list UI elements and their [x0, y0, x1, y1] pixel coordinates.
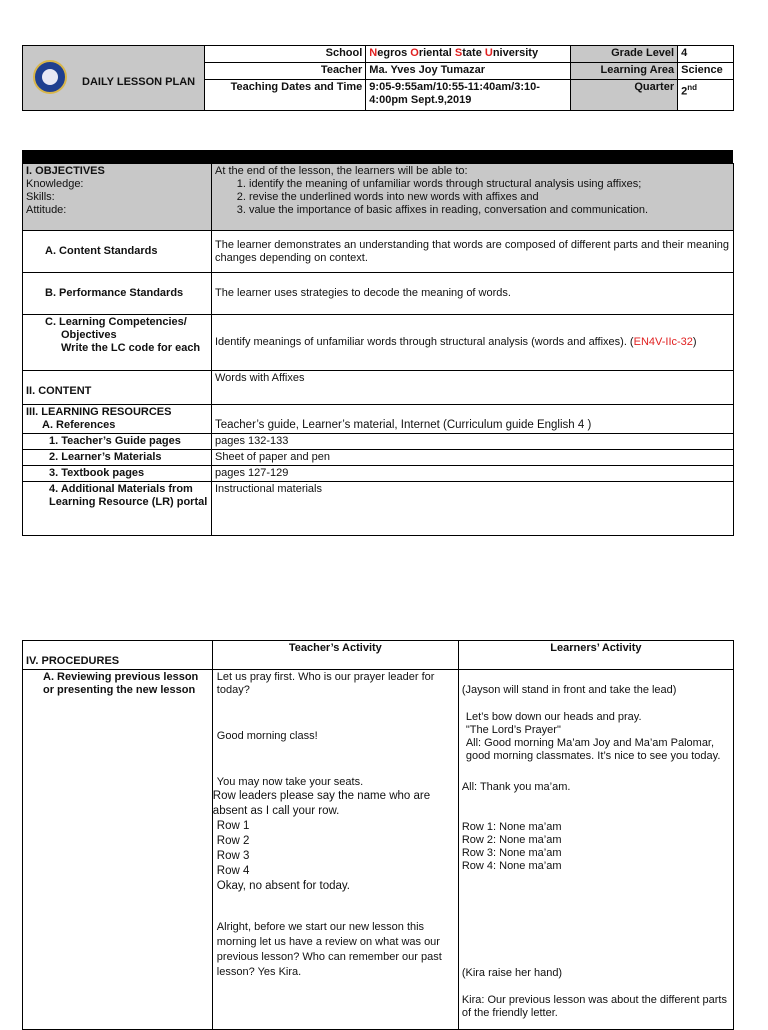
lm-value: Sheet of paper and pen [212, 450, 734, 466]
objectives-heading: I. OBJECTIVES [26, 165, 105, 177]
objective-item: 1. identify the meaning of unfamiliar words through structural analysis using affixes; [249, 178, 730, 191]
learner-line: All: Thank you ma’am. [461, 781, 571, 793]
competencies-value: Identify meanings of unfamiliar words through structural analysis (words and affixes). (EN4V-IIc-32) [212, 315, 734, 371]
teacher-line: Row 3 [216, 850, 250, 862]
page-title: DAILY LESSON PLAN [82, 75, 196, 88]
knowledge-label: Knowledge: [26, 178, 84, 190]
additional-materials-value: Instructional materials [212, 482, 734, 536]
learner-line: (Jayson will stand in front and take the lead) [461, 684, 677, 696]
school-label: School [204, 46, 365, 63]
additional-materials-label: 4. Additional Materials from Learning Resource (LR) portal [23, 482, 212, 536]
objectives-table [22, 163, 734, 536]
title-cell [23, 46, 205, 111]
dates-value: 9:05-9:55am/10:55-11:40am/3:10-4:00pm Sept.9,2019 [366, 80, 571, 111]
objectives-intro: At the end of the lesson, the learners will be able to: [215, 165, 468, 177]
teacher-line: Okay, no absent for today. [216, 880, 350, 892]
teacher-activity-cell [212, 670, 458, 1030]
teacher-line: Row 4 [216, 865, 250, 877]
procedures-heading: IV. PROCEDURES [23, 641, 213, 670]
teacher-line: Let us pray first. Who is our prayer leader for today? [216, 671, 435, 696]
learner-line: Kira: Our previous lesson was about the different parts of the friendly letter. [461, 994, 727, 1019]
area-label: Learning Area [571, 63, 678, 80]
quarter-label: Quarter [571, 80, 678, 111]
learners-activity-header: Learners’ Activity [458, 641, 733, 670]
competencies-label-3: Write the LC code for each [61, 342, 201, 354]
skills-label: Skills: [26, 191, 55, 203]
section-divider-bar [22, 150, 733, 163]
content-standards-label: A. Content Standards [23, 231, 212, 273]
learner-line: Row 3: None ma’am [461, 847, 562, 859]
competencies-label-2: Objectives [61, 329, 117, 341]
content-value: Words with Affixes [212, 371, 734, 405]
objectives-value-cell [212, 164, 734, 231]
tg-label: 1. Teacher’s Guide pages [23, 434, 212, 450]
lm-label: 2. Learner’s Materials [23, 450, 212, 466]
content-standards-value: The learner demonstrates an understanding that words are composed of different parts and their meaning changes depending on context. [212, 231, 734, 273]
procedures-table [22, 640, 734, 1030]
performance-standards-label: B. Performance Standards [23, 273, 212, 315]
tb-label: 3. Textbook pages [23, 466, 212, 482]
attitude-label: Attitude: [26, 204, 67, 216]
teacher-line: Good morning class! [216, 730, 318, 742]
lc-code: EN4V-IIc-32 [633, 336, 693, 348]
teacher-line: Row 2 [216, 835, 250, 847]
learners-activity-cell [458, 670, 733, 1030]
objective-item: 3. value the importance of basic affixes in reading, conversation and communication. [249, 204, 730, 217]
learner-line: All: Good morning Ma’am Joy and Ma’am Palomar, good morning classmates. It’s nice to see you today. [465, 737, 721, 762]
objectives-list [215, 178, 730, 217]
objective-item: 2. revise the underlined words into new words with affixes and [249, 191, 730, 204]
dates-label: Teaching Dates and Time [204, 80, 365, 111]
quarter-value: 2nd [678, 80, 734, 111]
performance-standards-value: The learner uses strategies to decode the meaning of words. [212, 273, 734, 315]
learner-line: Row 1: None ma’am [461, 821, 562, 833]
learner-line: (Kira raise her hand) [461, 967, 563, 979]
teacher-label: Teacher [204, 63, 365, 80]
teacher-activity-header: Teacher’s Activity [212, 641, 458, 670]
step-a-label: A. Reviewing previous lesson or presenting the new lesson [23, 670, 213, 1030]
school-value: Negros Oriental State University [366, 46, 571, 63]
header-table [22, 45, 734, 111]
area-value: Science [678, 63, 734, 80]
deped-seal-icon [33, 60, 67, 94]
teacher-line: Alright, before we start our new lesson this morning let us have a review on what was our previous lesson? Who can remember our past lesson? Yes Kira. [216, 921, 442, 978]
references-label: A. References [42, 419, 116, 431]
teacher-value: Ma. Yves Joy Tumazar [366, 63, 571, 80]
objectives-label-cell [23, 164, 212, 231]
teacher-line: Row leaders please say the name who are absent as I call your row. [212, 790, 431, 817]
grade-label: Grade Level [571, 46, 678, 63]
competencies-label: C. Learning Competencies/ [45, 316, 187, 328]
teacher-line: Row 1 [216, 820, 250, 832]
references-value: Teacher’s guide, Learner’s material, Internet (Curriculum guide English 4 ) [212, 405, 734, 434]
grade-value: 4 [678, 46, 734, 63]
learner-line: "The Lord’s Prayer" [465, 724, 561, 736]
teacher-line: You may now take your seats. [216, 776, 364, 788]
learner-line: Row 4: None ma’am [461, 860, 562, 872]
content-heading: II. CONTENT [23, 371, 212, 405]
resources-heading: III. LEARNING RESOURCES A. References [23, 405, 212, 434]
tg-value: pages 132-133 [212, 434, 734, 450]
competencies-label-cell [23, 315, 212, 371]
learner-line: Row 2: None ma’am [461, 834, 562, 846]
tb-value: pages 127-129 [212, 466, 734, 482]
learner-line: Let’s bow down our heads and pray. [465, 711, 642, 723]
